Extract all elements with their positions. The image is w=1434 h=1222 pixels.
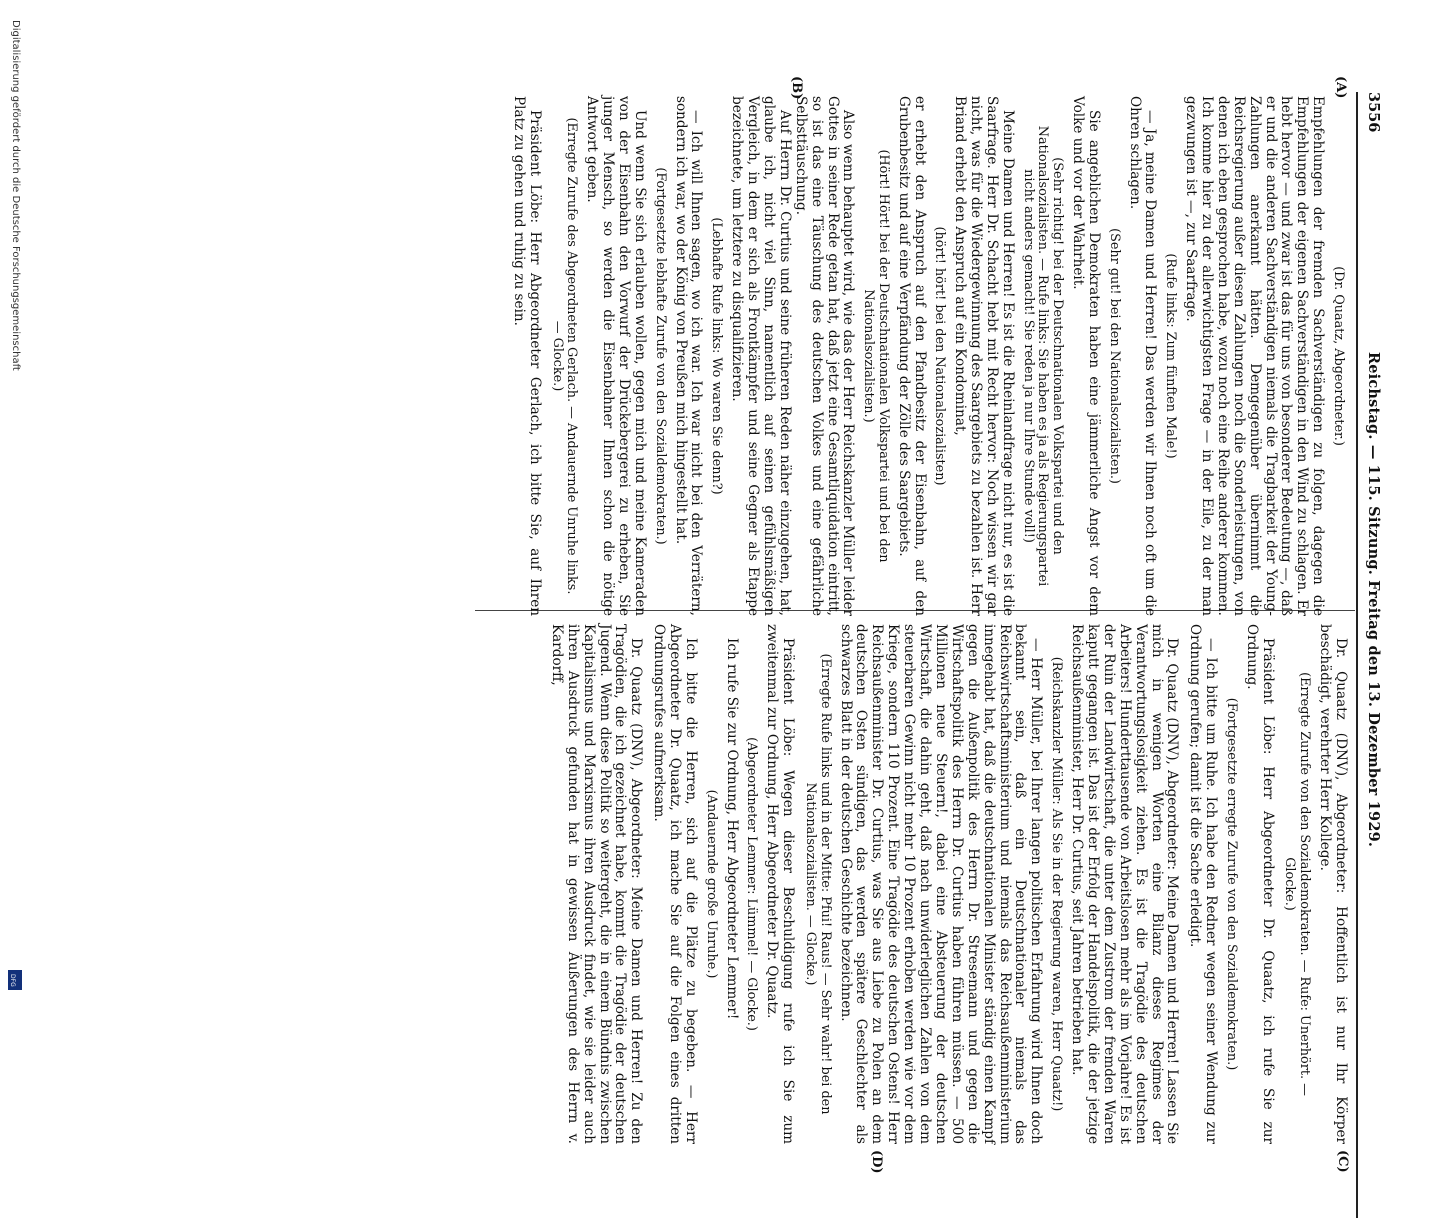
paragraph: er erhebt den Anspruch auf den Pfandbesitz der Eisenbahn, auf den Grubenbesitz und auf eine Verpfändung der Zölle des Saargebiets.	[895, 96, 928, 616]
speaker-running-head: (Dr. Quaatz, Abgeordneter.)	[1331, 266, 1346, 446]
paragraph: Ich bitte die Herren, sich auf die Plätze zu begeben. — Herr Abgeordneter Dr. Quaatz, ich mache Sie auf die Folgen eines dritten Ordnungsrufes aufmerksam.	[651, 624, 700, 1144]
left-column	[510, 96, 1350, 616]
interjection: (Hört! Hört! bei der Deutschnationalen Volkspartei und bei den Nationalsozialisten.)	[861, 149, 891, 563]
paragraph: — Ich will Ihnen sagen, wo ich war. Ich war nicht bei den Verrätern, sondern ich war, wo der König von Preußen mich hingestellt hat.	[672, 96, 705, 616]
page-title: Reichstag. — 115. Sitzung. Freitag den 13. Dezember 1929.	[1365, 352, 1382, 848]
interjection: (Sehr richtig! bei der Deutschnationalen Volkspartei und den Nationalsozialisten. — Rufe links: Sie haben es ja als Regierungspartei nicht anders gemacht! Sie reden ja nur Ihre Stunde voll!)	[1020, 125, 1066, 587]
president-statement: Präsident Löbe: Herr Abgeordneter Dr. Quaatz, ich rufe Sie zur Ordnung.	[1243, 624, 1276, 1144]
interjection: (Fortgesetzte erregte Zurufe von den Sozialdemokraten.)	[1223, 697, 1239, 1071]
paragraph: — Herr Müller, bei Ihrer langen politischen Erfahrung wird Ihnen doch bekannt sein, daß ein Deutschnationaler niemals das Reichswirtschaftsministerium und niemals das Reichsaußenministerium innegehabt hat, daß die deutschnationalen Minister ständig einen Kampf gegen die Außenpolitik des Herrn Dr. Stresemann und gegen die Wirtschaftspolitik des Herrn Dr. Curtius haben führen müssen. — 500 Millionen neue Steuern!, dabei eine Absteuerung der deutschen Wirtschaft, die dahin geht, daß nach unwiderleglichen Zahlen von dem steuerbaren Gewinn nicht mehr 10 Prozent erhoben werden wie vor dem Kriege, sondern 110 Prozent. Eine Tragödie des deutschen Ostens! Herr Reichsaußenminister Dr. Curtius, was Sie aus Liebe zu Polen an dem deutschen Osten sündigen, das werden spätere Geschlechter als schwarzes Blatt in der deutschen Geschichte bezeichnen.	[837, 624, 1045, 1144]
interjection: (Sehr gut! bei den Nationalsozialisten.)	[1106, 228, 1122, 484]
dfg-logo: DFG	[8, 970, 22, 990]
interjection: (Erregte Zurufe des Abgeordneten Gerlach. — Andauernde Unruhe links. — Glocke.)	[549, 117, 580, 595]
margin-marker-a: (A)	[1333, 76, 1348, 99]
interjection: (Fortgesetzte lebhafte Zurufe von den Sozialdemokraten.)	[652, 167, 668, 545]
digitization-note	[8, 20, 22, 990]
paragraph: — Ich bitte um Ruhe. Ich habe den Redner wegen seiner Wendung zur Ordnung gerufen; damit ist die Sache erledigt.	[1187, 624, 1220, 1144]
president-statement: Präsident Löbe: Herr Abgeordneter Gerlach, ich bitte Sie, auf Ihren Platz zu gehen und ruhig zu sein.	[511, 96, 543, 616]
interjection: (Erregte Rufe links und in der Mitte: Pfui! Raus! — Sehr wahr! bei den Nationalsozialisten. — Glocke.)	[802, 653, 833, 1115]
header-rule	[1357, 92, 1359, 1218]
paragraph: Sie angeblichen Demokraten haben eine jämmerliche Angst vor dem Volke und vor der Wahrheit.	[1070, 96, 1102, 616]
president-statement: Präsident Löbe: Wegen dieser Beschuldigung rufe ich Sie zum zweitenmal zur Ordnung, Herr Abgeordneter Dr. Quaatz.	[764, 624, 797, 1144]
paragraph: Auf Herrn Dr. Curtius und seine früheren Reden näher einzugehen, hat, glaube ich, nicht viel Sinn, namentlich auf seinen gefühlsmäßigen Vergleich, in dem er sich als Frontkämpfer und seine Gegner als Etappe bezeichnete, um letztere zu disqualifizieren.	[729, 96, 793, 616]
right-column	[548, 624, 1348, 1144]
paragraph: Also wenn behauptet wird, wie das der Herr Reichskanzler Müller leider Gottes in seiner Rede getan hat, daß jetzt eine Gesamtliquidation eintritt, so ist das eine Täuschung des deutschen Volkes und eine gefährliche Selbsttäuschung.	[792, 96, 857, 616]
speaker-statement: Dr. Quaatz (DNV), Abgeordneter: Hoffentlich ist nur Ihr Körper beschädigt, verehrter Herr Kollege.	[1317, 624, 1349, 1144]
page-header	[1362, 92, 1382, 1222]
speaker-statement: Dr. Quaatz (DNV), Abgeordneter: Meine Damen und Herren! Zu den Tragödien, die ich gezeichnet habe, kommt die Tragödie der deutschen Jugend. Wenn diese Politik so weitergeht, die in einem Bündnis zwischen Kapitalismus und Marxismus ihren Ausdruck findet, wie sie leider auch ihren Ausdruck gefunden hat in gewissen Äußerungen des Herrn v. Kardorff,	[548, 624, 645, 1144]
paragraph: Und wenn Sie sich erlauben wollen, gegen mich und meine Kameraden von der Eisenbahn den Vorwurf der Drückebergerei zu erheben, Sie junger Mensch, so werden die Eisenbahner Ihnen schon die nötige Antwort geben.	[584, 96, 648, 616]
margin-marker-b: (B)	[789, 76, 804, 100]
margin-marker-c: (C)	[1335, 1150, 1350, 1173]
interjection: (Abgeordneter Lemmer: Lümmel! — Glocke.)	[744, 737, 760, 1031]
page-number: 3556	[1365, 92, 1382, 133]
paragraph: Empfehlungen der fremden Sachverständigen zu folgen, dagegen die Empfehlungen der eigenen Sachverständigen in den Wind zu schlagen. Er hebt hervor — und zwar ist das für uns von besonderer Bedeutung —, daß er und die anderen Sachverständigen niemals die Tragbarkeit der Young-Zahlungen anerkannt hätten. Demgegenüber übernimmt die Reichsregierung außer diesen Zahlungen noch die Sonderleistungen, von denen ich eben gesprochen habe, wozu noch eine Reihe anderer kommen. Ich komme hier zu der allerwichtigsten Frage — in der Eile, zu der man gezwungen ist —, zur Saarfrage.	[1183, 96, 1327, 616]
funding-note-text: Digitalisierung gefördert durch die Deutsche Forschungsgemeinschaft	[10, 20, 21, 371]
interjection: (hört! hört! bei den Nationalsozialisten)	[932, 226, 948, 486]
paragraph: Meine Damen und Herren! Es ist die Rheinlandfrage nicht nur, es ist die Saarfrage. Herr Dr. Schacht hebt mit Recht hervor: Noch wissen wir gar nicht, was für die Wiedergewinnung des Saargebiets zu bezahlen ist. Herr Briand erhebt den Anspruch auf ein Kondominat,	[952, 96, 1016, 616]
interjection: (Lebhafte Rufe links: Wo waren Sie denn?)	[709, 217, 725, 495]
interjection: (Reichskanzler Müller: Als Sie in der Regierung waren, Herr Quaatz!)	[1049, 656, 1065, 1112]
paragraph: — Ja, meine Damen und Herren! Das werden wir Ihnen noch oft um die Ohren schlagen.	[1126, 96, 1159, 616]
paragraph: Ich rufe Sie zur Ordnung, Herr Abgeordneter Lemmer!	[723, 638, 740, 1020]
speaker-statement: Dr. Quaatz (DNV), Abgeordneter: Meine Damen und Herren! Lassen Sie mich in wenigen Worten eine Bilanz dieses Regimes der Verantwortungslosigkeit ziehen. Es ist die Tragödie des deutschen Arbeiters! Hunderttausende von Arbeitslosen mehr als im Vorjahre! Es ist der Ruin der Landwirtschaft, die unter dem Zustrom der fremden Waren kaputt gegangen ist. Das ist der Erfolg der Handelspolitik, die der jetzige Reichsaußenminister, Herr Dr. Curtius, seit Jahren betrieben hat.	[1069, 624, 1181, 1144]
interjection: (Rufe links: Zum fünften Male!)	[1163, 253, 1179, 459]
interjection: (Andauernde große Unruhe.)	[703, 789, 719, 979]
interjection: (Erregte Zurufe von den Sozialdemokraten. — Rufe: Unerhört. — Glocke.)	[1282, 672, 1313, 1096]
margin-marker-d: (D)	[869, 1150, 884, 1174]
